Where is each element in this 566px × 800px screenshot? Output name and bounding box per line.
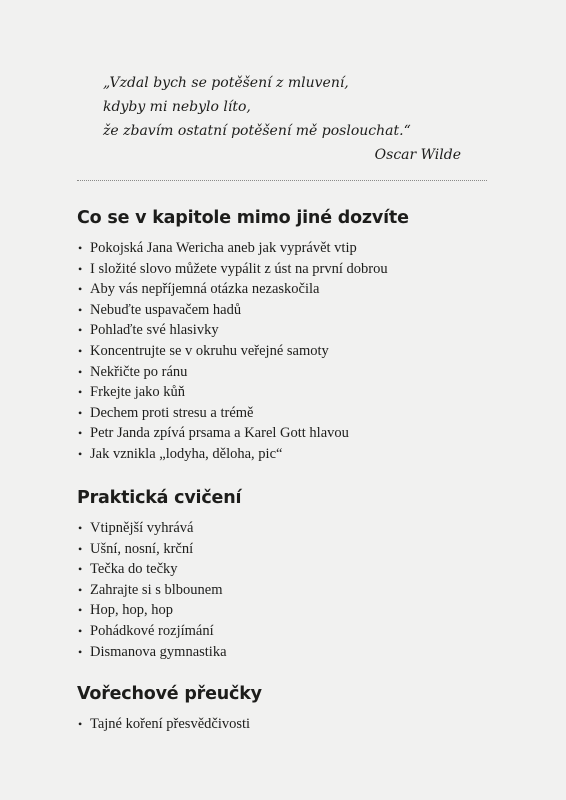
bullet-icon: • — [78, 603, 83, 618]
list-item — [77, 403, 388, 424]
list-item — [77, 642, 227, 663]
list-item-text: I složité slovo můžete vypálit z úst na první dobrou — [90, 260, 388, 277]
bullet-icon: • — [78, 623, 83, 638]
list-item — [77, 320, 388, 341]
list-item — [77, 444, 388, 465]
list-item-text: Zahrajte si s blbounem — [90, 581, 223, 598]
bullet-icon: • — [78, 282, 83, 297]
list-item — [77, 714, 250, 735]
list-item-text: Vtipnější vyhrává — [90, 520, 194, 536]
bullet-icon: • — [78, 261, 83, 276]
section-heading-chapter-topics: Co se v kapitole mimo jiné dozvíte — [77, 208, 409, 228]
list-item-text: Aby vás nepříjemná otázka nezaskočila — [90, 281, 320, 298]
list-item — [77, 238, 388, 259]
quote-author: Oscar Wilde — [374, 147, 461, 163]
list-item — [77, 341, 388, 362]
bullet-icon: • — [78, 323, 83, 338]
bullet-icon: • — [78, 521, 83, 535]
section-heading-tongue-twisters: Vořechové přeučky — [77, 684, 262, 704]
list-item-text: Jak vznikla „lodyha, děloha, pic“ — [90, 445, 283, 462]
list-item-text: Pohlaďte své hlasivky — [90, 322, 219, 339]
bullet-icon: • — [78, 717, 83, 731]
list-item — [77, 600, 227, 621]
list-item-text: Tajné koření přesvědčivosti — [90, 716, 251, 732]
bullet-icon: • — [78, 302, 83, 317]
list-item-text: Nekřičte po ránu — [90, 363, 188, 380]
practical-exercises-list — [77, 518, 227, 662]
bullet-icon: • — [78, 446, 83, 461]
list-item-text: Frkejte jako kůň — [90, 384, 186, 401]
tongue-twisters-list — [77, 714, 250, 735]
list-item-text: Nebuďte uspavačem hadů — [90, 301, 242, 318]
list-item-text: Koncentrujte se v okruhu veřejné samoty — [90, 342, 329, 359]
list-item — [77, 423, 388, 444]
list-item-text: Pohádkové rozjímání — [90, 622, 214, 639]
list-item-text: Tečka do tečky — [90, 561, 178, 578]
list-item-text: Petr Janda zpívá prsama a Karel Gott hlavou — [90, 425, 349, 442]
quote-line: že zbavím ostatní potěšení mě poslouchat.“ — [103, 123, 411, 139]
list-item — [77, 580, 227, 601]
chapter-topics-list — [77, 238, 388, 465]
list-item — [77, 518, 227, 539]
bullet-icon: • — [78, 405, 83, 420]
list-item-text: Dechem proti stresu a trémě — [90, 404, 254, 421]
quote-line: kdyby mi nebylo líto, — [103, 99, 251, 115]
list-item — [77, 259, 388, 280]
bullet-icon: • — [78, 364, 83, 379]
bullet-icon: • — [78, 343, 83, 358]
section-heading-practical-exercises: Praktická cvičení — [77, 488, 242, 508]
list-item-text: Ušní, nosní, krční — [90, 540, 194, 557]
list-item — [77, 300, 388, 321]
list-item — [77, 279, 388, 300]
bullet-icon: • — [78, 426, 83, 441]
bullet-icon: • — [78, 644, 83, 659]
list-item — [77, 559, 227, 580]
list-item-text: Hop, hop, hop — [90, 602, 173, 619]
quote-line: „Vzdal bych se potěšení z mluvení, — [103, 75, 349, 91]
list-item-text: Pokojská Jana Wericha aneb jak vyprávět vtip — [90, 240, 357, 256]
bullet-icon: • — [78, 582, 83, 597]
list-item — [77, 621, 227, 642]
bullet-icon: • — [78, 562, 83, 577]
dotted-divider — [77, 180, 487, 181]
list-item — [77, 362, 388, 383]
bullet-icon: • — [78, 385, 83, 400]
list-item — [77, 539, 227, 560]
bullet-icon: • — [78, 541, 83, 556]
list-item — [77, 382, 388, 403]
bullet-icon: • — [78, 241, 83, 255]
list-item-text: Dismanova gymnastika — [90, 643, 227, 660]
epigraph-quote — [103, 71, 473, 143]
